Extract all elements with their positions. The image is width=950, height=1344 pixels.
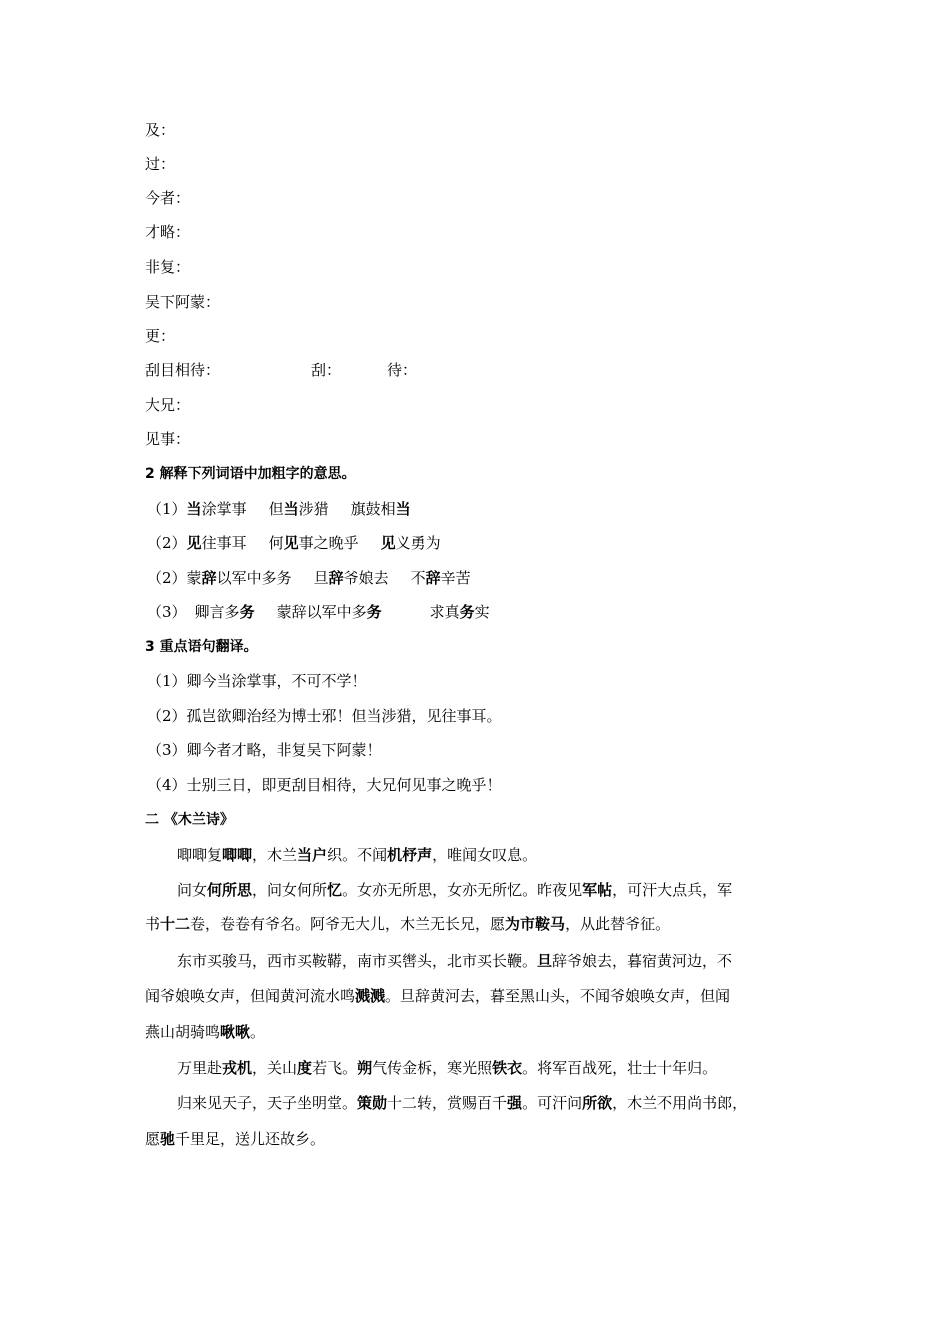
bold-word: 当户: [297, 846, 328, 864]
vocab-cailue: 才略：: [145, 223, 191, 241]
vocab-feifu: 非复：: [145, 258, 191, 276]
vocab-jianshi: 见事：: [145, 430, 191, 448]
bold-char: 见: [380, 534, 396, 552]
mulan-paragraph-1: 唧唧复唧唧，木兰当户织。不闻机杼声，唯闻女叹息。: [177, 846, 538, 864]
mulan-paragraph-3-line-3: 燕山胡骑鸣啾啾。: [145, 1023, 266, 1041]
section3-heading: 3 重点语句翻译。: [145, 639, 258, 655]
bold-word: 度: [297, 1059, 313, 1077]
section2-row-4: （3） 卿言多务 蒙辞以军中多务 求真务实: [147, 603, 490, 621]
bold-word: 朔: [357, 1059, 373, 1077]
section2-row-2: （2）见往事耳 何见事之晚乎 见义勇为: [147, 534, 441, 552]
bold-word: 啾啾: [220, 1023, 251, 1041]
section2-row-3: （2）蒙辞以军中多务 旦辞爷娘去 不辞辛苦: [147, 569, 471, 587]
translation-sentence-3: （3）卿今者才略，非复吴下阿蒙！: [147, 741, 382, 759]
section2-row-1: （1）当涂掌事 但当涉猎 旗鼓相当: [147, 500, 411, 518]
bold-word: 溅溅: [355, 987, 386, 1005]
translation-sentence-2: （2）孤岂欲卿治经为博士邪！但当涉猎，见往事耳。: [147, 707, 502, 725]
row-number: （2）: [147, 569, 187, 587]
translation-sentence-4: （4）士别三日，即更刮目相待，大兄何见事之晚乎！: [147, 776, 502, 794]
mulan-paragraph-2-line-2: 书十二卷，卷卷有爷名。阿爷无大儿，木兰无长兄，愿为市鞍马，从此替爷征。: [145, 915, 671, 933]
bold-char: 当: [395, 500, 411, 518]
bold-word: 戎机: [222, 1059, 253, 1077]
translation-sentence-1: （1）卿今当涂掌事，不可不学！: [147, 672, 367, 690]
bold-word: 强: [507, 1094, 523, 1112]
bold-word: 何所思: [207, 881, 253, 899]
bold-word: 驰: [160, 1130, 176, 1148]
vocab-guamu: [145, 360, 220, 380]
mulan-paragraph-5-line-2: 愿驰千里足，送儿还故乡。: [145, 1130, 326, 1148]
mulan-paragraph-2-line-1: 问女何所思，问女何所忆。女亦无所思，女亦无所忆。昨夜见军帖，可汗大点兵，军: [177, 881, 733, 899]
bold-word: 为市鞍马: [505, 915, 566, 933]
vocab-daxiong: 大兄：: [145, 396, 191, 414]
vocab-dai: 待：: [387, 361, 418, 379]
bold-word: 铁衣: [492, 1059, 523, 1077]
vocab-ji: 及：: [145, 121, 176, 139]
bold-word: 忆: [327, 881, 343, 899]
mulan-paragraph-3-line-2: 闻爷娘唤女声，但闻黄河流水鸣溅溅。旦辞黄河去，暮至黑山头，不闻爷娘唤女声，但闻: [145, 987, 731, 1005]
mulan-paragraph-4: 万里赴戎机，关山度若飞。朔气传金柝，寒光照铁衣。将军百战死，壮士十年归。: [177, 1059, 718, 1077]
bold-char: 务: [366, 603, 382, 621]
vocab-geng: 更：: [145, 327, 176, 345]
bold-char: 当: [186, 500, 202, 518]
bold-char: 辞: [425, 569, 441, 587]
section2-heading: 2 解释下列词语中加粗字的意思。: [145, 466, 356, 482]
vocab-guo: 过：: [145, 155, 176, 173]
vocab-guamu-label: 刮目相待：: [145, 361, 221, 379]
bold-char: 务: [459, 603, 475, 621]
mulan-paragraph-3-line-1: 东市买骏马，西市买鞍鞯，南市买辔头，北市买长鞭。旦辞爷娘去，暮宿黄河边，不: [177, 952, 733, 970]
bold-char: 辞: [201, 569, 217, 587]
bold-word: 旦: [537, 952, 553, 970]
bold-word: 军帖: [582, 881, 613, 899]
mulan-heading: 二 《木兰诗》: [145, 812, 234, 828]
row-number: （2）: [147, 534, 187, 552]
bold-char: 当: [283, 500, 299, 518]
vocab-wuxia-ameng: 吴下阿蒙：: [145, 293, 221, 311]
bold-word: 十二: [160, 915, 191, 933]
vocab-jinzhe: 今者：: [145, 189, 191, 207]
bold-char: 务: [239, 603, 255, 621]
bold-word: 策勋: [357, 1094, 388, 1112]
mulan-paragraph-5-line-1: 归来见天子，天子坐明堂。策勋十二转，赏赐百千强。可汗问所欲，木兰不用尚书郎，: [177, 1094, 748, 1112]
bold-word: 唧唧: [222, 846, 253, 864]
row-number: （1）: [147, 500, 187, 518]
bold-char: 见: [186, 534, 202, 552]
vocab-gua: 刮：: [311, 361, 342, 379]
bold-word: 所欲: [582, 1094, 613, 1112]
bold-word: 机杼声: [387, 846, 433, 864]
bold-char: 辞: [328, 569, 344, 587]
bold-char: 见: [283, 534, 299, 552]
row-number: （3）: [147, 603, 187, 621]
